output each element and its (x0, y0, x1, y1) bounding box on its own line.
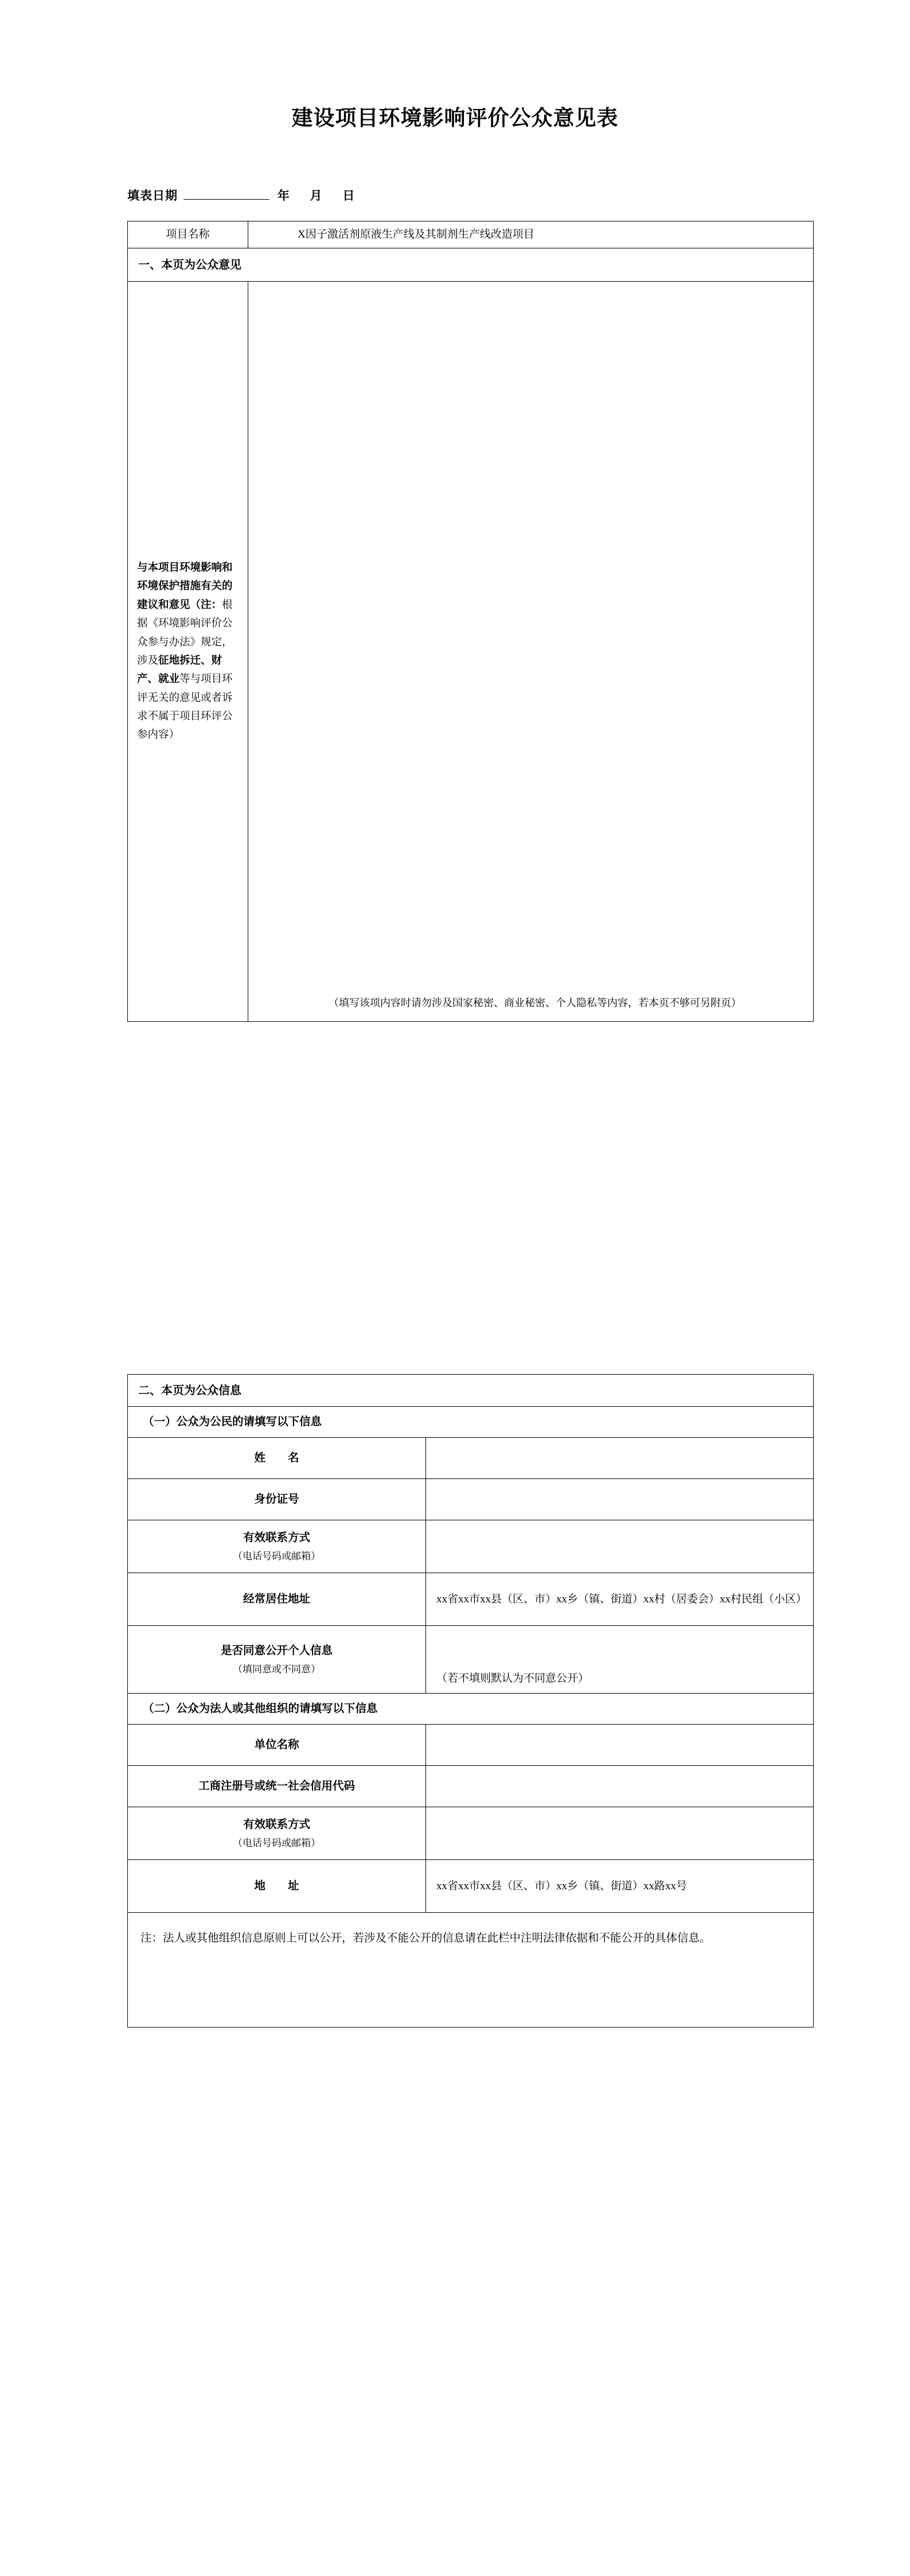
page-title: 建设项目环境影响评价公众意见表 (291, 106, 619, 130)
fill-date-day-unit: 日 (342, 189, 355, 203)
citizen-id-label: 身份证号 (128, 1479, 426, 1520)
citizen-contact-label-sub: （电话号码或邮箱） (233, 1551, 321, 1562)
citizen-name-label: 姓 名 (128, 1438, 426, 1479)
table-row (128, 1375, 814, 1407)
citizen-contact-label-main: 有效联系方式 (243, 1531, 310, 1544)
table-row (128, 1807, 814, 1860)
org-name-input[interactable] (426, 1725, 814, 1766)
opinion-prompt-part3: 征地拆迁、财产、就业 (137, 655, 222, 686)
table-row (128, 1479, 814, 1520)
fill-date-label: 填表日期 (127, 189, 178, 203)
org-contact-label-main: 有效联系方式 (243, 1818, 310, 1831)
section-two-title: 二、本页为公众信息 (128, 1375, 814, 1407)
subsection-organization-title: （二）公众为法人或其他组织的请填写以下信息 (128, 1694, 814, 1725)
public-information-table (127, 1374, 814, 2028)
org-contact-label (128, 1807, 426, 1860)
org-registration-input[interactable] (426, 1766, 814, 1807)
table-row (128, 1694, 814, 1725)
citizen-address-label: 经常居住地址 (128, 1573, 426, 1626)
opinion-note: （填写该项内容时请勿涉及国家秘密、商业秘密、个人隐私等内容，若本页不够可另附页） (329, 997, 741, 1009)
org-registration-label: 工商注册号或统一社会信用代码 (128, 1766, 426, 1807)
org-name-label: 单位名称 (128, 1725, 426, 1766)
fill-date-month-unit: 月 (310, 189, 322, 203)
citizen-id-input[interactable] (426, 1479, 814, 1520)
table-row (128, 221, 814, 248)
citizen-contact-input[interactable] (426, 1520, 814, 1573)
table-row (128, 1407, 814, 1438)
subsection-citizen-title: （一）公众为公民的请填写以下信息 (128, 1407, 814, 1438)
organization-footer-note: 注：法人或其他组织信息原则上可以公开，若涉及不能公开的信息请在此栏中注明法律依据和不能公开的具体信息。 (128, 1913, 814, 2028)
table-row (128, 1438, 814, 1479)
citizen-consent-label (128, 1626, 426, 1694)
citizen-consent-input[interactable]: （若不填则默认为不同意公开） (426, 1626, 814, 1694)
citizen-address-input[interactable]: xx省xx市xx县（区、市）xx乡（镇、街道）xx村（居委会）xx村民组（小区） (426, 1573, 814, 1626)
section-one-title: 一、本页为公众意见 (128, 248, 814, 282)
opinion-prompt-label (128, 282, 248, 1022)
fill-date-year-unit: 年 (277, 189, 290, 203)
fill-date-year-input[interactable] (183, 188, 270, 200)
citizen-contact-label (128, 1520, 426, 1573)
table-row (128, 1766, 814, 1807)
org-contact-label-sub: （电话号码或邮箱） (233, 1838, 321, 1849)
table-row (128, 1913, 814, 2028)
org-address-label: 地 址 (128, 1860, 426, 1913)
opinion-input-area[interactable] (248, 282, 814, 1022)
table-row (128, 282, 814, 1022)
table-row (128, 248, 814, 282)
table-row (128, 1626, 814, 1694)
project-name-label: 项目名称 (128, 221, 248, 248)
table-row (128, 1573, 814, 1626)
fill-date-row (127, 186, 529, 204)
citizen-name-input[interactable] (426, 1438, 814, 1479)
org-address-input[interactable]: xx省xx市xx县（区、市）xx乡（镇、街道）xx路xx号 (426, 1860, 814, 1913)
citizen-consent-label-sub: （填同意或不同意） (233, 1664, 321, 1675)
org-contact-input[interactable] (426, 1807, 814, 1860)
table-row (128, 1520, 814, 1573)
citizen-consent-label-main: 是否同意公开个人信息 (220, 1644, 333, 1657)
public-opinion-table (127, 221, 814, 1022)
opinion-prompt-part4: 等与项目环评无关的意见或者诉求不属于项目环评公参内容） (137, 674, 233, 741)
table-row (128, 1725, 814, 1766)
opinion-prompt-part1: 与本项目环境影响和环境保护措施有关的建议和意见（注： (137, 562, 233, 611)
table-row (128, 1860, 814, 1913)
project-name-value: X因子激活剂原液生产线及其制剂生产线改造项目 (248, 221, 814, 248)
opinion-prompt-part2: 根据《环境影响评价公众参与办法》规定，涉及 (137, 599, 233, 667)
